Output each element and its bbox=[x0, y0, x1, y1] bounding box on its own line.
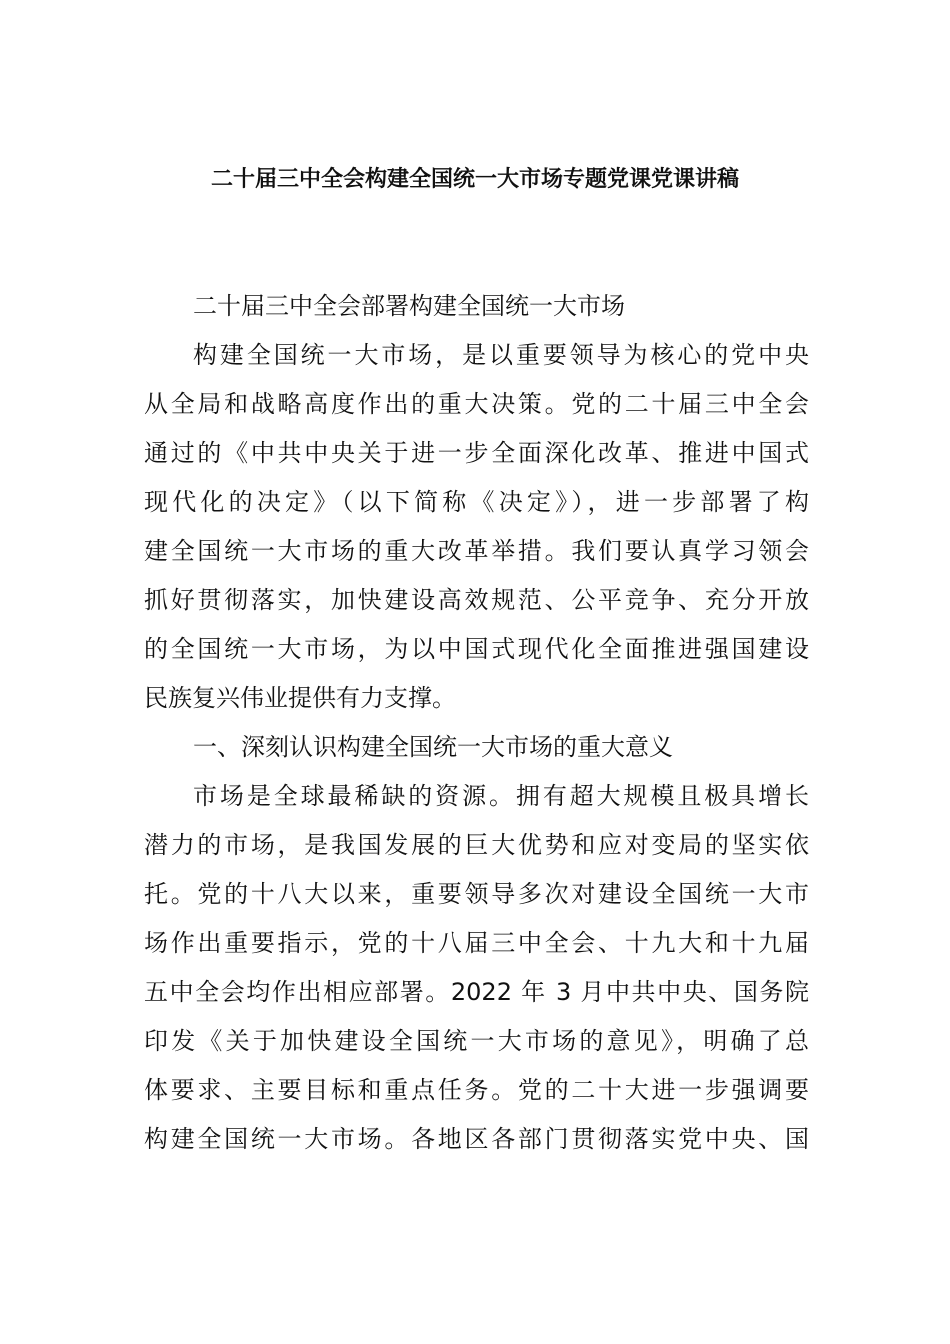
paragraph-line: 构建全国统一大市场，是以重要领导为核心的党中央 bbox=[193, 341, 809, 369]
document-title: 二十届三中全会构建全国统一大市场专题党课党课讲稿 bbox=[210, 167, 739, 192]
paragraph-line: 市场是全球最稀缺的资源。拥有超大规模且极具增长 bbox=[193, 782, 809, 810]
subtitle-line: 二十届三中全会部署构建全国统一大市场 bbox=[193, 292, 625, 320]
paragraph-line: 场作出重要指示，党的十八届三中全会、十九大和十九届 bbox=[144, 929, 809, 957]
paragraph-line: 建全国统一大市场的重大改革举措。我们要认真学习领会 bbox=[144, 537, 809, 565]
paragraph-line: 体要求、主要目标和重点任务。党的二十大进一步强调要 bbox=[144, 1076, 809, 1104]
document-body bbox=[144, 282, 809, 1164]
paragraph-line: 抓好贯彻落实，加快建设高效规范、公平竞争、充分开放 bbox=[144, 586, 809, 614]
paragraph-line: 民族复兴伟业提供有力支撑。 bbox=[144, 684, 456, 712]
paragraph-line: 通过的《中共中央关于进一步全面深化改革、推进中国式 bbox=[144, 439, 809, 467]
paragraph-line: 潜力的市场，是我国发展的巨大优势和应对变局的坚实依 bbox=[144, 831, 809, 859]
paragraph-line: 托。党的十八大以来，重要领导多次对建设全国统一大市 bbox=[144, 880, 809, 908]
paragraph-line: 印发《关于加快建设全国统一大市场的意见》，明确了总 bbox=[144, 1027, 809, 1055]
paragraph-line: 五中全会均作出相应部署。2022 年 3 月中共中央、国务院 bbox=[144, 978, 809, 1006]
paragraph-line: 构建全国统一大市场。各地区各部门贯彻落实党中央、国 bbox=[144, 1125, 809, 1153]
paragraph-line: 现代化的决定》（以下简称《决定》），进一步部署了构 bbox=[144, 488, 809, 516]
section-heading: 一、深刻认识构建全国统一大市场的重大意义 bbox=[193, 733, 673, 761]
paragraph-line: 的全国统一大市场，为以中国式现代化全面推进强国建设 bbox=[144, 635, 809, 663]
paragraph-line: 从全局和战略高度作出的重大决策。党的二十届三中全会 bbox=[144, 390, 809, 418]
